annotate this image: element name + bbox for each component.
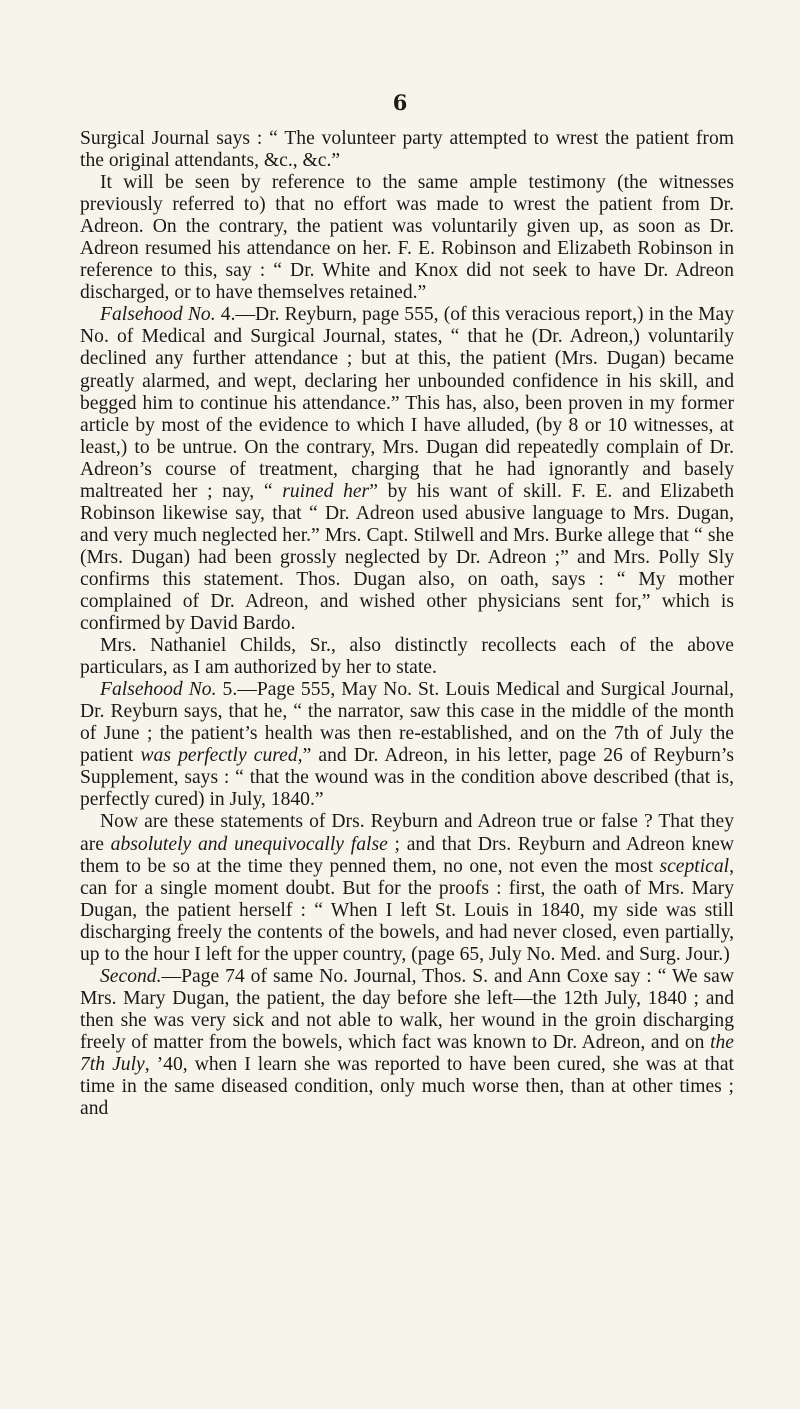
- italic-text: the 7th July: [80, 1031, 734, 1075]
- text-run: Mrs. Nathaniel Childs, Sr., also distinctly recollects each of the above particulars, as I am authorized by her to state.: [80, 635, 734, 679]
- paragraph-2: [80, 172, 734, 304]
- text-run: It will be seen by reference to the same ample testimony (the witnesses previously referred to) that no effort was made to wrest the patient from Dr. Adreon. On the contrary, the patient was voluntarily given up, as soon as Dr. Adreon resumed his attendance on her. F. E. Robinson and Elizabeth Robinson in reference to this, say : “ Dr. White and Knox did not seek to have Dr. Adreon discharged, or to have themselves retained.”: [80, 172, 734, 304]
- italic-text: ruined her: [282, 480, 370, 502]
- paragraph-7: [80, 966, 734, 1120]
- paragraph-5: [80, 679, 734, 811]
- paragraph-6: [80, 811, 734, 965]
- paragraph-4: [80, 635, 734, 679]
- page-number: 6: [392, 90, 408, 115]
- body-text: [80, 128, 734, 1120]
- text-run: , can for a single moment doubt. But for the proofs : first, the oath of Mrs. Mary Dugan, the patient herself : “ When I left St. Louis in 1840, my side was still discharging freely the contents of the bowels, and had never closed, even partially, up to the hour I left for the upper country, (page 65, July No. Med. and Surg. Jour.): [80, 855, 734, 965]
- italic-text: was perfectly cured,: [140, 745, 303, 767]
- text-run: ; and that Drs. Reyburn and Adreon knew them to be so at the time they penned them, no one, not even the most: [80, 833, 734, 877]
- italic-text: Second.: [100, 965, 162, 987]
- text-run: ” by his want of skill. F. E. and Elizabeth Robinson likewise say, that “ Dr. Adreon used abusive language to Mrs. Dugan, and very much neglected her.” Mrs. Capt. Stilwell and Mrs. Burke allege that “ she (Mrs. Dugan) had been grossly neglected by Dr. Adreon ;” and Mrs. Polly Sly confirms this statement. Thos. Dugan also, on oath, says : “ My mother complained of Dr. Adreon, and wished other physicians sent for,” which is confirmed by David Bardo.: [80, 480, 734, 635]
- italic-text: Falsehood No.: [100, 679, 217, 701]
- text-run: 5.—Page 555, May No. St. Louis Medical and Surgical Journal, Dr. Reyburn says, that he, “ the narrator, saw this case in the middle of the month of June ; the patient’s health was then re-established, and on the 7th of July the patient: [80, 679, 734, 767]
- text-run: Surgical Journal says : “ The volunteer party attempted to wrest the patient from the original attendants, &c., &c.”: [80, 128, 734, 172]
- italic-text: Falsehood No.: [100, 304, 216, 326]
- italic-text: sceptical: [659, 855, 730, 877]
- text-run: Now are these statements of Drs. Reyburn and Adreon true or false ? That they are: [80, 811, 734, 855]
- italic-text: absolutely and unequivocally false: [110, 833, 388, 855]
- text-run: 4.—Dr. Reyburn, page 555, (of this veracious report,) in the May No. of Medical and Surgical Journal, states, “ that he (Dr. Adreon,) voluntarily declined any further attendance ; but at this, the patient (Mrs. Dugan) became greatly alarmed, and wept, declaring her unbounded confidence in his skill, and begged him to continue his attendance.” This has, also, been proven in my former article by most of the evidence to which I have alluded, (by 8 or 10 witnesses, at least,) to be untrue. On the contrary, Mrs. Dugan did repeatedly complain of Dr. Adreon’s course of treatment, charging that he had ignorantly and basely maltreated her ; nay, “: [80, 304, 734, 502]
- text-run: —Page 74 of same No. Journal, Thos. S. and Ann Coxe say : “ We saw Mrs. Mary Dugan, the patient, the day before she left—the 12th July, 1840 ; and then she was very sick and not able to walk, her wound in the groin discharging freely of matter from the bowels, which fact was known to Dr. Adreon, and on: [80, 965, 734, 1053]
- paragraph-3: [80, 304, 734, 635]
- text-run: , ’40, when I learn she was reported to have been cured, she was at that time in the same diseased condition, only much worse then, than at other times ; and: [80, 1053, 734, 1120]
- paragraph-1: [80, 128, 734, 172]
- text-run: ” and Dr. Adreon, in his letter, page 26 of Reyburn’s Supplement, says : “ that the wound was in the condition above described (that is, perfectly cured) in July, 1840.”: [80, 745, 734, 811]
